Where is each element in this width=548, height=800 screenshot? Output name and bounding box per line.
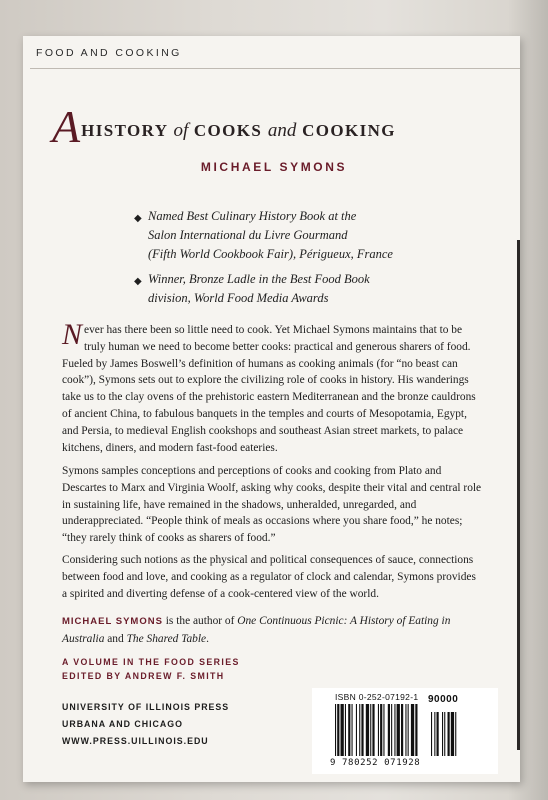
bio-book-2: The Shared Table	[126, 632, 207, 645]
award-1-line-1: Named Best Culinary History Book at the	[148, 209, 357, 223]
barcode-bar	[352, 704, 353, 756]
bio-text-1: is the author of	[162, 615, 238, 627]
series-line-2: EDITED BY ANDREW F. SMITH	[62, 671, 225, 681]
barcode-bar	[372, 704, 374, 756]
title-part-2: COOKS	[188, 121, 268, 140]
barcode-addon-bar	[434, 712, 435, 756]
paragraph-1-text: ever has there been so little need to cook. Yet Michael Symons maintains that to be truly human we need to become better cooks: practical and generous sharers of food. Fueled by James Boswell’s definition of humans as cooking animals (for “no beast can cook”), Symons sets out to explore the civilizing role of cooks in history. His wanderings take us to the clay ovens of the prehistoric eastern Mediterranean and the bronze cauldrons of ancient China, to fabulous banquets in the temples and courts of Mesopotamia, Egypt, and Persia, to medieval English cookshops and southeast Asian street markets, to palace kitchens, diners, and modern fast-food eateries.	[62, 324, 476, 454]
barcode-bar	[335, 704, 336, 756]
barcode-bar	[380, 704, 382, 756]
barcode-bar	[366, 704, 369, 756]
series-heading: FOOD AND COOKING	[36, 47, 182, 59]
barcode-bar	[337, 704, 339, 756]
barcode-bar	[411, 704, 414, 756]
publisher-location: URBANA AND CHICAGO	[62, 719, 183, 729]
barcode-bar	[378, 704, 379, 756]
ean-number: 9 780252 071928	[330, 758, 421, 768]
author-name: MICHAEL SYMONS	[200, 160, 348, 174]
award-1	[134, 207, 448, 264]
author-bio	[62, 613, 482, 648]
publisher-name: UNIVERSITY OF ILLINOIS PRESS	[62, 702, 230, 712]
barcode-bar	[388, 704, 390, 756]
award-2-line-1: Winner, Bronze Ladle in the Best Food Book	[148, 272, 370, 286]
description-paragraph-2: Symons samples conceptions and perceptions of cooks and cooking from Plato and Descartes to Marx and Virginia Woolf, asking why cooks, despite their vital and central role in sustaining life, have remained in the shadows, unheralded, unregarded, and underappreciated. “People think of meals as occasions where you share food,” he notes; “they rarely think of cooks as sharers of food.”	[62, 465, 482, 545]
diamond-bullet-icon: ◆	[134, 213, 142, 224]
title-part-1: HISTORY	[81, 121, 174, 140]
barcode-bar	[345, 704, 346, 756]
barcode-bar	[405, 704, 406, 756]
header-rule	[30, 68, 520, 69]
barcode-bar	[370, 704, 371, 756]
barcode-addon-bar	[448, 712, 450, 756]
barcode-bar	[348, 704, 350, 756]
bio-book-1: One Continuous Picnic: A History of Eating in Australia	[62, 615, 451, 645]
barcode-addon-bar	[442, 712, 443, 756]
title-of: of	[173, 120, 189, 141]
paragraph-drop-cap: N	[62, 318, 83, 351]
barcode-bar	[383, 704, 384, 756]
barcode-icon	[335, 704, 485, 756]
barcode-bar	[391, 704, 392, 756]
series-line-1: A VOLUME IN THE FOOD SERIES	[62, 657, 240, 667]
barcode-bar	[359, 704, 360, 756]
cover-edge	[517, 240, 520, 750]
price-code: 90000	[428, 694, 459, 705]
barcode-addon-bar	[444, 712, 445, 756]
barcode-bar	[397, 704, 400, 756]
award-2-line-2: division, World Food Media Awards	[148, 291, 329, 305]
award-1-line-2: Salon International du Livre Gourmand	[148, 228, 348, 242]
award-2	[134, 270, 448, 308]
diamond-bullet-icon: ◆	[134, 276, 142, 287]
barcode-bar	[361, 704, 363, 756]
title-and: and	[267, 120, 297, 141]
barcode-bar	[394, 704, 395, 756]
book-title	[52, 101, 502, 152]
description-paragraph-3: Considering such notions as the physical and political consequences of sauce, connections between food and love, and cooking as a regulator of clock and calendar, Symons provides a spirited and diverting defense of a cook-centered view of the world.	[62, 554, 476, 600]
barcode-bar	[341, 704, 344, 756]
barcode-bar	[415, 704, 417, 756]
bio-author-name: MICHAEL SYMONS	[62, 616, 163, 627]
barcode-addon-bar	[455, 712, 456, 756]
barcode-addon-bar	[451, 712, 454, 756]
barcode-bar	[401, 704, 403, 756]
isbn-label: ISBN 0-252-07192-1	[335, 692, 419, 702]
title-drop-cap: A	[52, 101, 81, 152]
title-part-3: COOKING	[296, 121, 396, 140]
publisher-website: WWW.PRESS.UILLINOIS.EDU	[62, 736, 209, 746]
barcode-bar	[356, 704, 357, 756]
bio-end: .	[206, 632, 209, 645]
barcode-addon-bar	[437, 712, 439, 756]
barcode-addon-bar	[431, 712, 432, 756]
description-paragraph-1	[62, 318, 482, 456]
barcode-bar	[408, 704, 409, 756]
bio-text-2: and	[104, 632, 127, 645]
award-1-line-3: (Fifth World Cookbook Fair), Périgueux, France	[148, 247, 393, 261]
